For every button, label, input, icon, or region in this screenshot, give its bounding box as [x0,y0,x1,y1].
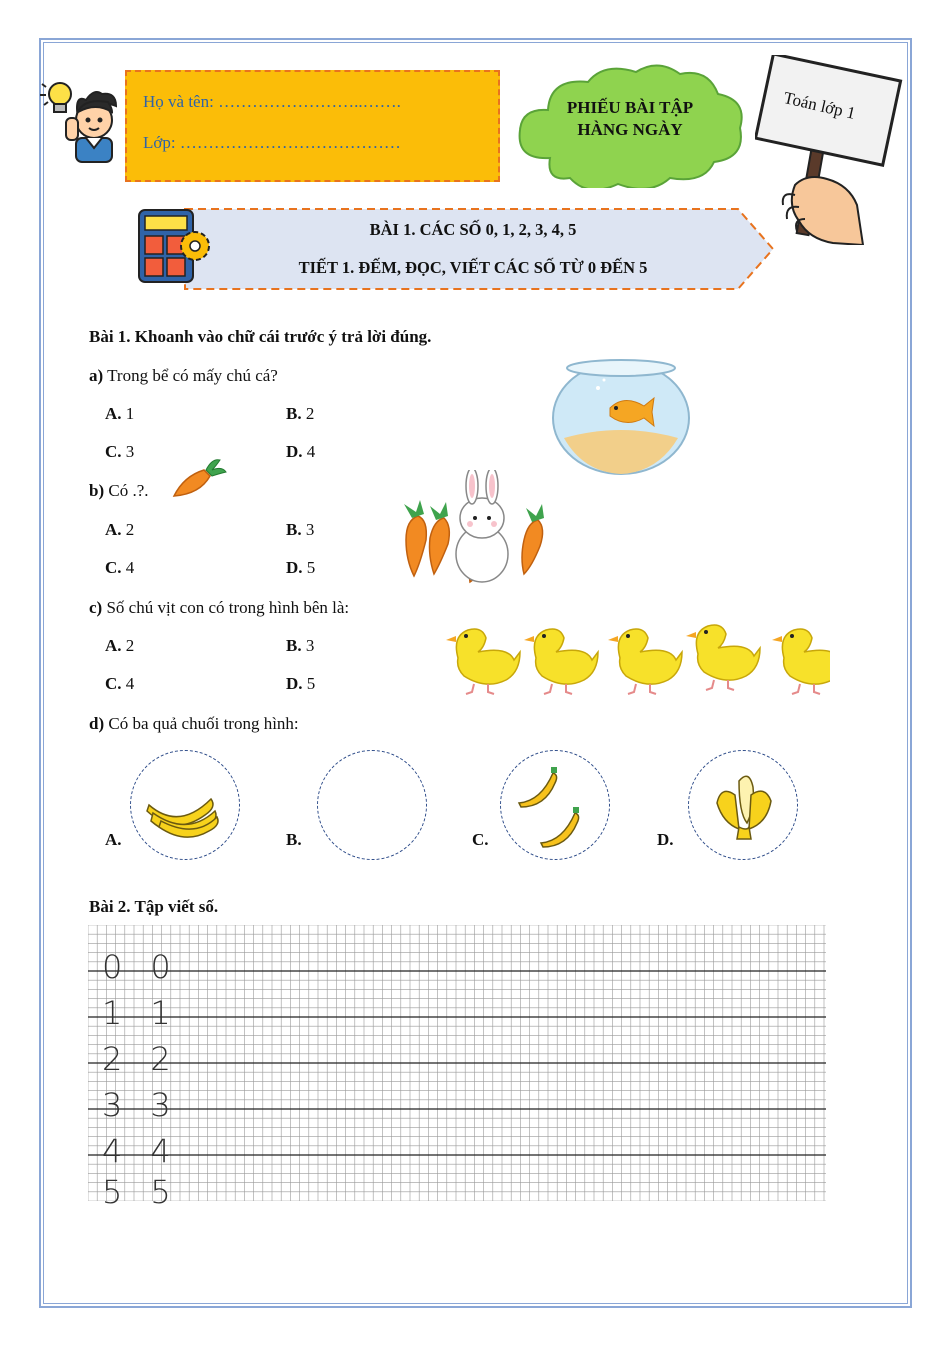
question-b-text: Có .?. [104,481,149,500]
digit-sample: 0 [150,948,171,986]
peeled-banana-icon [689,751,799,861]
digit-sample: 1 [102,994,123,1032]
question-b [89,481,149,501]
option-c-D[interactable]: D. 5 [286,674,316,693]
question-b-label: b) [89,481,105,500]
question-a-label: a) [89,366,104,385]
option-d-D[interactable]: D. [657,830,674,849]
option-b-A[interactable]: A. 2 [105,520,135,539]
fishbowl-image [550,352,692,478]
option-c-C[interactable]: C. 4 [105,674,135,693]
student-lightbulb-icon [38,78,124,170]
digit-row-2 [102,1036,171,1082]
digit-row-1 [102,990,171,1036]
carrot-icon [170,458,230,500]
digit-sample: 1 [150,994,171,1032]
option-b-C[interactable]: C. 4 [105,558,135,577]
digit-sample: 5 [150,1173,171,1211]
digit-sample: 0 [102,948,123,986]
digit-sample: 2 [102,1040,123,1078]
question-d [89,714,299,734]
digit-row-3 [102,1082,171,1128]
ducks-image [440,614,830,696]
digit-sample: 3 [102,1086,123,1124]
option-d-D-circle[interactable] [688,750,798,860]
option-d-A-circle[interactable] [130,750,240,860]
digit-sample: 3 [150,1086,171,1124]
digit-sample: 4 [102,1132,123,1170]
worksheet-title-line2: HÀNG NGÀY [577,120,683,139]
bunny-carrots-image [384,470,564,588]
option-b-D[interactable]: D. 5 [286,558,316,577]
lesson-title-line2: TIẾT 1. ĐẾM, ĐỌC, VIẾT CÁC SỐ TỪ 0 ĐẾN 5 [298,258,648,277]
option-d-B[interactable]: B. [286,830,302,849]
lesson-title-line1: BÀI 1. CÁC SỐ 0, 1, 2, 3, 4, 5 [369,220,577,239]
option-c-B[interactable]: B. 3 [286,636,315,655]
digit-row-4 [102,1128,171,1174]
three-bananas-icon [131,751,241,861]
option-a-A[interactable]: A. 1 [105,404,135,423]
question-c-text: Số chú vịt con có trong hình bên là: [102,598,350,617]
digit-sample: 5 [102,1173,123,1211]
exercise1-title: Bài 1. Khoanh vào chữ cái trước ý trả lời đúng. [89,327,432,346]
digit-row-0 [102,944,171,990]
option-d-C-circle[interactable] [500,750,610,860]
student-class-field[interactable]: Lớp: ………………………………… [143,133,401,152]
digit-row-5 [102,1172,171,1212]
question-d-label: d) [89,714,105,733]
digit-sample: 4 [150,1132,171,1170]
option-d-A[interactable]: A. [105,830,122,849]
worksheet-title [510,97,750,141]
sign-label: Toán lớp 1 [781,88,858,123]
option-a-B[interactable]: B. 2 [286,404,315,423]
student-name-field[interactable]: Họ và tên: ……………………..……. [143,92,401,111]
exercise2-title: Bài 2. Tập viết số. [89,897,219,916]
option-d-B-circle[interactable] [317,750,427,860]
question-d-text: Có ba quả chuối trong hình: [104,714,299,733]
digit-practice-area [88,944,248,1211]
option-a-D[interactable]: D. 4 [286,442,316,461]
two-bananas-icon [501,751,611,861]
question-c [89,598,349,618]
digit-sample: 2 [150,1040,171,1078]
option-b-B[interactable]: B. 3 [286,520,315,539]
question-a [89,366,278,386]
question-a-text: Trong bể có mấy chú cá? [103,366,278,385]
option-d-C[interactable]: C. [472,830,489,849]
option-c-A[interactable]: A. 2 [105,636,135,655]
question-c-label: c) [89,598,103,617]
option-a-C[interactable]: C. 3 [105,442,135,461]
worksheet-title-line1: PHIẾU BÀI TẬP [566,98,694,117]
student-info-box [125,70,500,182]
